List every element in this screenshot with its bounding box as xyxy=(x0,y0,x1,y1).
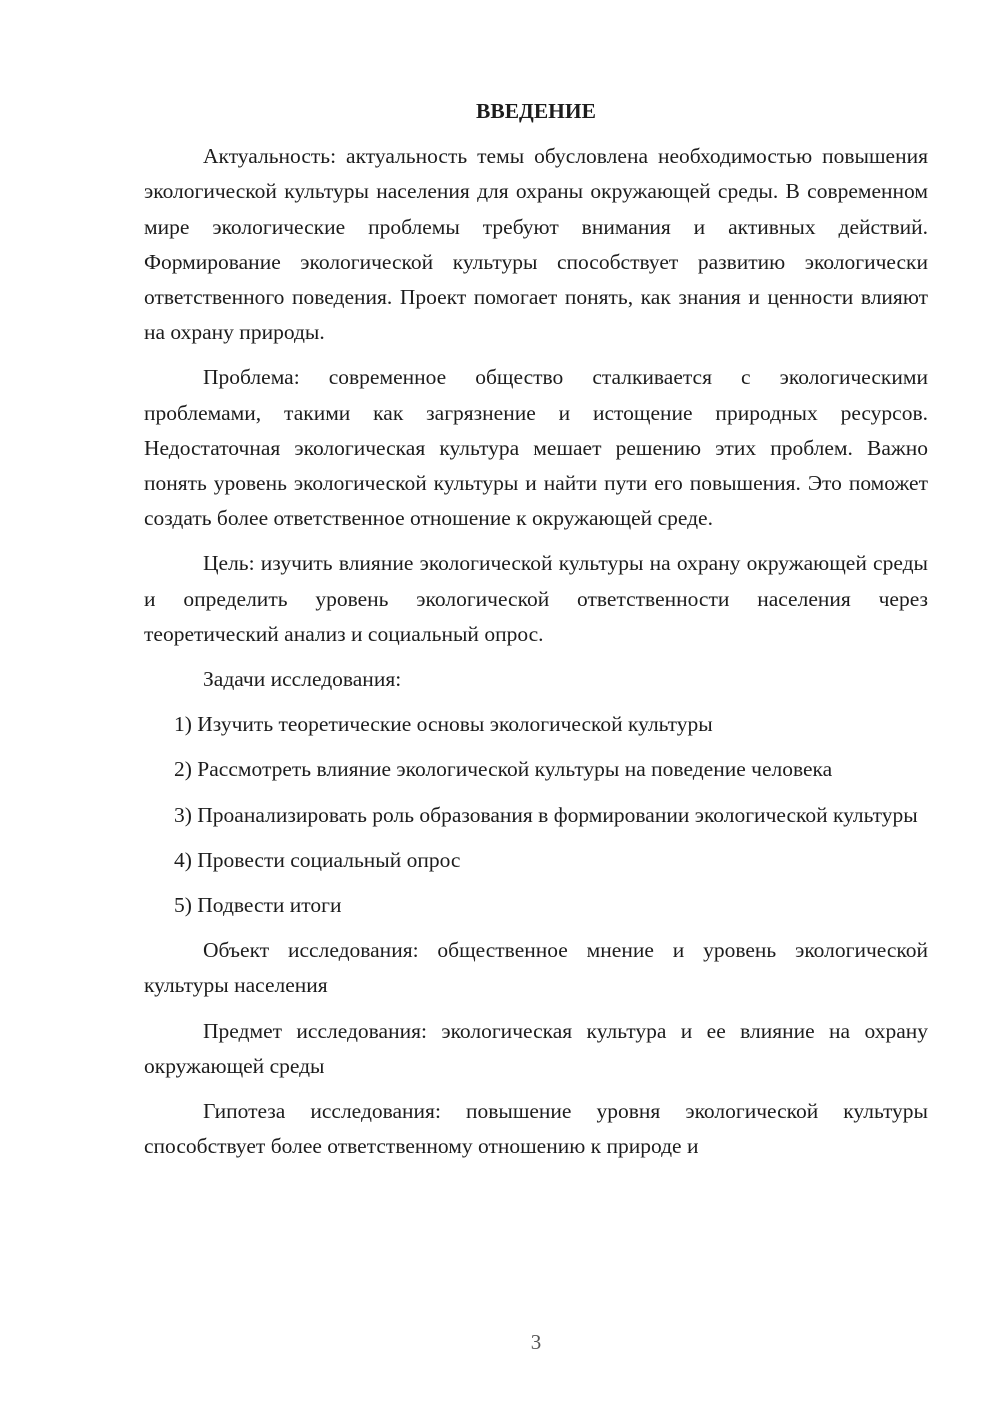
section-title: ВВЕДЕНИЕ xyxy=(476,99,596,123)
task-item-4: 4) Провести социальный опрос xyxy=(174,847,461,872)
task-item-2: 2) Рассмотреть влияние экологической культуры на поведение человека xyxy=(174,757,833,782)
relevance-paragraph: Актуальность: актуальность темы обусловлена необходимостью повышения экологической культуры населения для охраны окружающей среды. В современном мире экологические проблемы требуют внимания и активных действий. Формирование экологической культуры способствует развитию экологически ответственного поведения. Проект помогает понять, как знания и ценности влияют на охрану природы. xyxy=(144,144,928,345)
tasks-heading: Задачи исследования: xyxy=(203,667,402,692)
object-paragraph: Объект исследования: общественное мнение и уровень экологической культуры населения xyxy=(144,938,928,998)
page-number: 3 xyxy=(530,1330,542,1354)
page-content xyxy=(144,94,928,1174)
subject-paragraph: Предмет исследования: экологическая культура и ее влияние на охрану окружающей среды xyxy=(144,1018,928,1078)
task-item-1: 1) Изучить теоретические основы экологической культуры xyxy=(174,712,713,737)
problem-paragraph: Проблема: современное общество сталкивается с экологическими проблемами, такими как загрязнение и истощение природных ресурсов. Недостаточная экологическая культура мешает решению этих проблем. Важно понять уровень экологической культуры и найти пути его повышения. Это поможет создать более ответственное отношение к окружающей среде. xyxy=(144,365,928,531)
goal-paragraph: Цель: изучить влияние экологической культуры на охрану окружающей среды и определить уровень экологической ответственности населения через теоретический анализ и социальный опрос. xyxy=(144,551,928,646)
task-item-3: 3) Проанализировать роль образования в формировании экологической культуры xyxy=(174,802,918,827)
hypothesis-paragraph: Гипотеза исследования: повышение уровня экологической культуры способствует более ответственному отношению к природе и xyxy=(144,1099,928,1159)
task-item-5: 5) Подвести итоги xyxy=(174,893,342,918)
